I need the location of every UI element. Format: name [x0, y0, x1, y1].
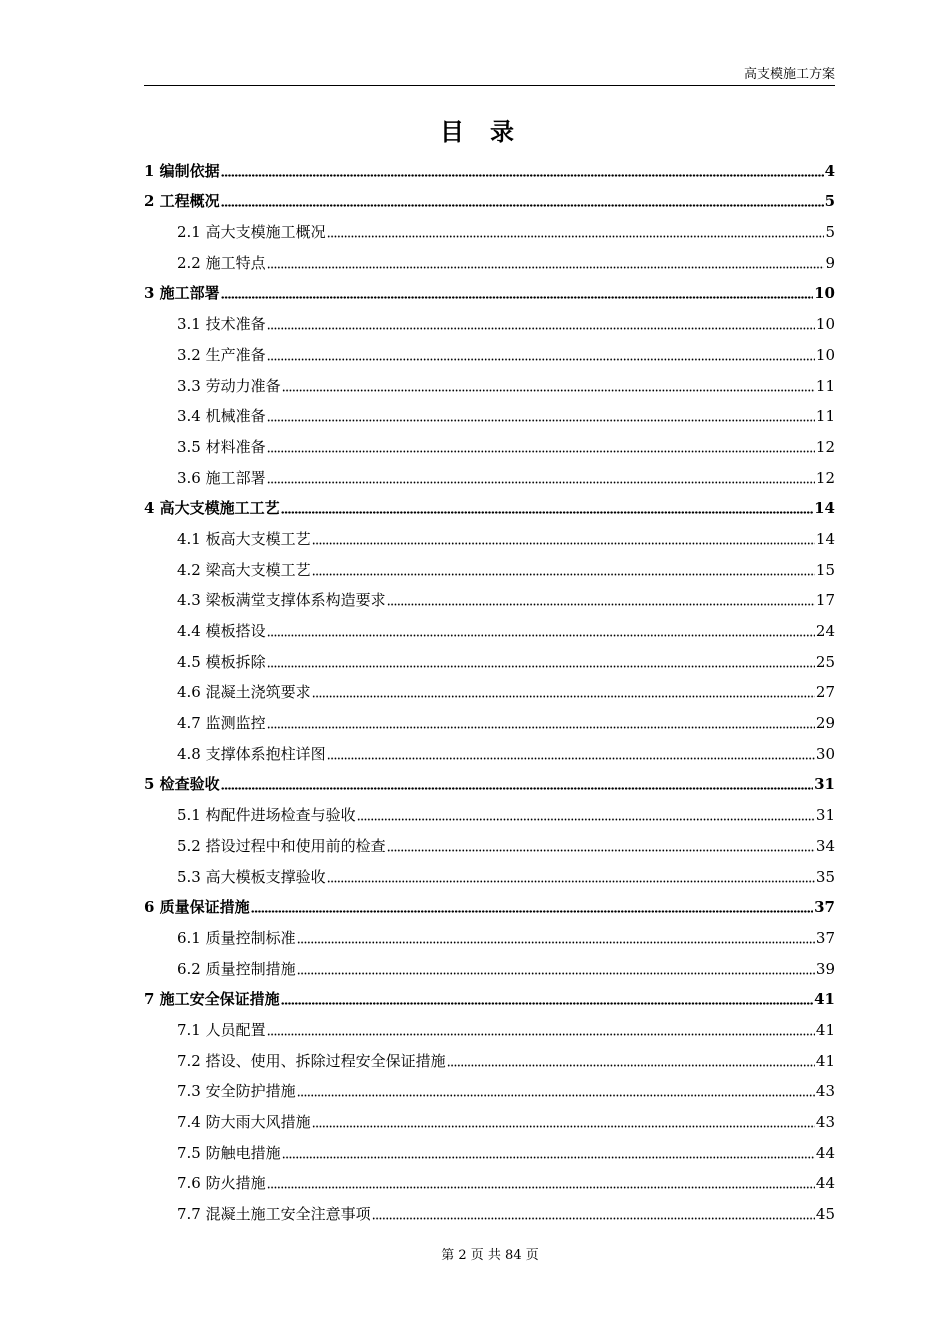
toc-entry-label: 7.1 人员配置: [177, 1020, 266, 1039]
toc-entry[interactable]: [144, 308, 835, 339]
toc-entry[interactable]: [144, 1168, 835, 1199]
toc-dot-leader: [267, 327, 815, 330]
toc-entry[interactable]: [144, 186, 835, 217]
toc-entry-page-number: 5: [824, 192, 835, 211]
toc-entry-page-number: 25: [815, 652, 835, 671]
toc-entry[interactable]: [144, 401, 835, 432]
toc-dot-leader: [267, 726, 815, 729]
toc-entry-page-number: 12: [815, 468, 835, 487]
toc-entry-label: 7.6 防火措施: [177, 1174, 266, 1193]
toc-entry-page-number: 4: [824, 161, 835, 180]
toc-entry[interactable]: [144, 339, 835, 370]
toc-entry-page-number: 41: [815, 1020, 835, 1039]
toc-entry-label: 7 施工安全保证措施: [144, 990, 280, 1009]
toc-dot-leader: [267, 634, 815, 637]
page-footer: 第 2 页 共 84 页: [441, 1248, 539, 1263]
toc-dot-leader: [267, 266, 825, 269]
toc-dot-leader: [312, 695, 815, 698]
toc-entry[interactable]: [144, 984, 835, 1015]
toc-dot-leader: [312, 542, 815, 545]
toc-dot-leader: [281, 1002, 813, 1005]
toc-entry-label: 5 检查验收: [144, 775, 220, 794]
toc-entry[interactable]: [144, 155, 835, 186]
toc-dot-leader: [312, 573, 815, 576]
toc-entry[interactable]: [144, 523, 835, 554]
toc-dot-leader: [221, 296, 813, 299]
toc-dot-leader: [251, 910, 813, 913]
toc-entry[interactable]: [144, 1137, 835, 1168]
toc-entry[interactable]: [144, 1045, 835, 1076]
toc-entry-label: 7.2 搭设、使用、拆除过程安全保证措施: [177, 1051, 446, 1070]
toc-entry[interactable]: [144, 861, 835, 892]
toc-entry[interactable]: [144, 554, 835, 585]
toc-dot-leader: [297, 972, 815, 975]
toc-entry[interactable]: [144, 953, 835, 984]
toc-entry-label: 4.2 梁高大支模工艺: [177, 560, 311, 579]
toc-entry-page-number: 14: [814, 499, 835, 518]
toc-entry-page-number: 9: [825, 253, 835, 272]
toc-dot-leader: [281, 511, 813, 514]
toc-dot-leader: [327, 880, 815, 883]
toc-entry-label: 7.7 混凝土施工安全注意事项: [177, 1205, 371, 1224]
toc-dot-leader: [267, 450, 815, 453]
toc-entry-page-number: 37: [815, 928, 835, 947]
toc-entry[interactable]: [144, 707, 835, 738]
toc-entry-label: 3.5 材料准备: [177, 437, 266, 456]
toc-dot-leader: [297, 1094, 815, 1097]
toc-entry-label: 4.4 模板搭设: [177, 622, 266, 640]
toc-entry-page-number: 29: [815, 714, 835, 733]
toc-dot-leader: [267, 1033, 815, 1036]
toc-entry-label: 6.2 质量控制措施: [177, 959, 296, 978]
toc-entry[interactable]: [144, 738, 835, 769]
toc-dot-leader: [282, 389, 815, 392]
toc-dot-leader: [267, 1186, 815, 1189]
toc-entry-page-number: 35: [815, 867, 835, 886]
toc-entry-label: 4.1 板高大支模工艺: [177, 529, 311, 548]
toc-entry-page-number: 10: [814, 284, 835, 303]
header-rule: [144, 85, 835, 86]
toc-entry[interactable]: [144, 892, 835, 923]
toc-dot-leader: [221, 787, 813, 790]
toc-entry-page-number: 30: [815, 744, 835, 763]
toc-entry[interactable]: [144, 1076, 835, 1107]
toc-entry-label: 6 质量保证措施: [144, 898, 250, 917]
toc-entry-label: 5.3 高大模板支撑验收: [177, 867, 326, 886]
toc-entry-page-number: 10: [815, 345, 835, 364]
toc-entry-page-number: 11: [815, 376, 835, 395]
toc-entry[interactable]: [144, 799, 835, 830]
toc-dot-leader: [357, 818, 815, 821]
toc-entry-label: 1 编制依据: [144, 161, 220, 180]
toc-entry-page-number: 5: [825, 223, 835, 242]
toc-entry-page-number: 15: [815, 560, 835, 579]
toc-dot-leader: [372, 1217, 815, 1220]
toc-dot-leader: [267, 665, 815, 668]
toc-entry-label: 2 工程概况: [144, 192, 220, 211]
toc-dot-leader: [387, 603, 815, 606]
toc-entry-label: 4.3 梁板满堂支撑体系构造要求: [177, 591, 386, 610]
toc-dot-leader: [221, 174, 824, 177]
toc-entry-label: 4.8 支撑体系抱柱详图: [177, 744, 326, 763]
toc-entry[interactable]: [144, 1014, 835, 1045]
toc-entry[interactable]: [144, 431, 835, 462]
toc-entry-label: 7.3 安全防护措施: [177, 1082, 296, 1101]
toc-entry-page-number: 31: [815, 806, 835, 825]
toc-entry-label: 7.4 防大雨大风措施: [177, 1113, 311, 1131]
toc-entry[interactable]: [144, 493, 835, 524]
toc-entry-label: 3.3 劳动力准备: [177, 376, 281, 395]
toc-entry-label: 4 高大支模施工工艺: [144, 499, 280, 518]
toc-entry-label: 5.1 构配件进场检查与验收: [177, 806, 356, 825]
toc-entry-label: 3.1 技术准备: [177, 315, 266, 334]
toc-entry-label: 2.1 高大支模施工概况: [177, 223, 326, 242]
toc-entry-page-number: 17: [815, 591, 835, 610]
toc-entry[interactable]: [144, 830, 835, 861]
toc-dot-leader: [267, 481, 815, 484]
toc-entry[interactable]: [144, 1106, 835, 1137]
toc-entry-label: 2.2 施工特点: [177, 253, 266, 272]
toc-entry[interactable]: [144, 370, 835, 401]
toc-entry[interactable]: [144, 462, 835, 493]
toc-entry[interactable]: [144, 585, 835, 616]
toc-entry[interactable]: [144, 646, 835, 677]
toc-entry[interactable]: [144, 677, 835, 708]
toc-dot-leader: [312, 1125, 815, 1128]
toc-entry-page-number: 14: [815, 529, 835, 548]
toc-entry-label: 3.4 机械准备: [177, 407, 266, 426]
toc-dot-leader: [282, 1156, 815, 1159]
toc-dot-leader: [447, 1064, 815, 1067]
toc-entry[interactable]: [144, 615, 835, 646]
running-header-title: 高支模施工方案: [743, 67, 835, 82]
toc-entry[interactable]: [144, 922, 835, 953]
toc-entry-page-number: 37: [814, 898, 835, 917]
toc-entry-page-number: 12: [815, 437, 835, 456]
toc-entry-page-number: 44: [815, 1174, 835, 1193]
toc-dot-leader: [267, 358, 815, 361]
toc-entry-page-number: 31: [814, 775, 835, 794]
toc-entry-label: 4.6 混凝土浇筑要求: [177, 683, 311, 702]
toc-entry-label: 3.2 生产准备: [177, 345, 266, 364]
toc-entry-page-number: 11: [815, 407, 835, 426]
toc-dot-leader: [387, 849, 815, 852]
toc-entry-page-number: 44: [815, 1143, 835, 1162]
toc-entry-page-number: 10: [815, 315, 835, 334]
toc-entry[interactable]: [144, 247, 835, 278]
toc-dot-leader: [267, 419, 815, 422]
toc-entry-label: 4.5 模板拆除: [177, 652, 266, 671]
toc-entry-label: 5.2 搭设过程中和使用前的检查: [177, 836, 386, 855]
toc-dot-leader: [327, 235, 825, 238]
toc-entry-label: 7.5 防触电措施: [177, 1143, 281, 1162]
toc-entry[interactable]: [144, 216, 835, 247]
toc-entry-label: 6.1 质量控制标准: [177, 928, 296, 947]
toc-entry-page-number: 27: [815, 683, 835, 702]
toc-entry-label: 3.6 施工部署: [177, 468, 266, 487]
toc-dot-leader: [221, 204, 824, 207]
toc-entry-page-number: 34: [815, 836, 835, 855]
toc-entry-page-number: 41: [814, 990, 835, 1009]
toc-entry-page-number: 43: [815, 1113, 835, 1131]
toc-entry-page-number: 41: [815, 1051, 835, 1070]
toc-heading: 目录: [440, 117, 540, 146]
toc-entry-label: 4.7 监测监控: [177, 714, 266, 733]
toc-entry-page-number: 39: [815, 959, 835, 978]
toc-entry-page-number: 43: [815, 1082, 835, 1101]
toc-entry[interactable]: [144, 769, 835, 800]
toc-entry-label: 3 施工部署: [144, 284, 220, 303]
toc-dot-leader: [297, 941, 815, 944]
toc-entry-page-number: 24: [815, 622, 835, 640]
toc-dot-leader: [327, 757, 815, 760]
table-of-contents: [144, 155, 835, 1229]
toc-entry[interactable]: [144, 278, 835, 309]
toc-entry[interactable]: [144, 1198, 835, 1229]
toc-entry-page-number: 45: [815, 1205, 835, 1224]
